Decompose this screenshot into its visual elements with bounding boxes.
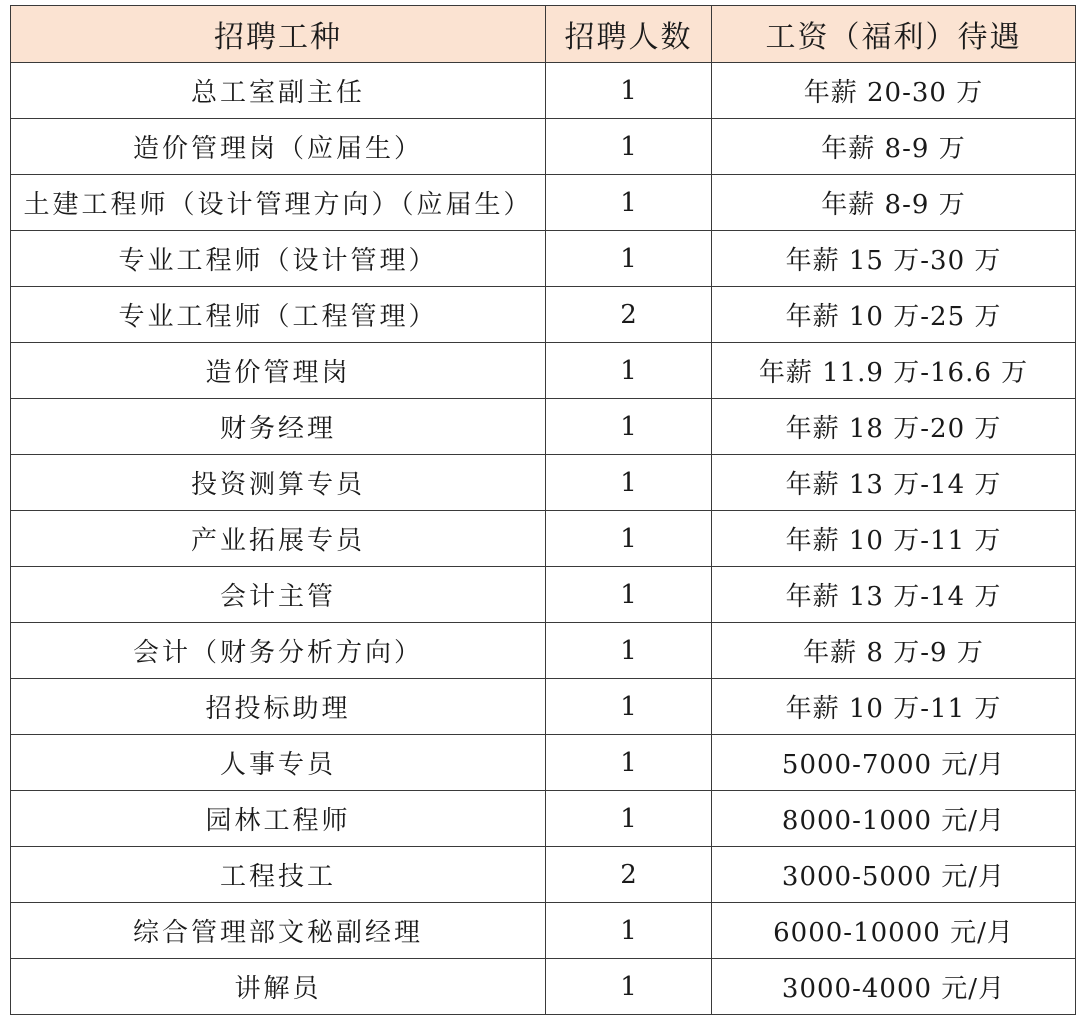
headcount-cell: 1 (546, 175, 712, 231)
salary-cell: 3000-5000 元/月 (712, 847, 1076, 903)
job-title-cell: 专业工程师（工程管理） (11, 287, 546, 343)
job-title-cell: 讲解员 (11, 959, 546, 1015)
job-title-cell: 人事专员 (11, 735, 546, 791)
salary-cell: 8000-1000 元/月 (712, 791, 1076, 847)
header-salary: 工资（福利）待遇 (712, 6, 1076, 63)
header-headcount: 招聘人数 (546, 6, 712, 63)
table-row (11, 735, 1076, 791)
headcount-cell: 1 (546, 231, 712, 287)
salary-cell: 5000-7000 元/月 (712, 735, 1076, 791)
headcount-cell: 1 (546, 791, 712, 847)
salary-cell: 年薪 8-9 万 (712, 119, 1076, 175)
headcount-cell: 1 (546, 63, 712, 119)
job-title-cell: 总工室副主任 (11, 63, 546, 119)
table-row (11, 903, 1076, 959)
job-title-cell: 造价管理岗 (11, 343, 546, 399)
headcount-cell: 1 (546, 959, 712, 1015)
salary-cell: 年薪 13 万-14 万 (712, 455, 1076, 511)
salary-cell: 年薪 18 万-20 万 (712, 399, 1076, 455)
headcount-cell: 1 (546, 343, 712, 399)
table-row (11, 231, 1076, 287)
table-row (11, 679, 1076, 735)
salary-cell: 年薪 15 万-30 万 (712, 231, 1076, 287)
job-title-cell: 投资测算专员 (11, 455, 546, 511)
table-row (11, 287, 1076, 343)
salary-cell: 年薪 8 万-9 万 (712, 623, 1076, 679)
table-row (11, 175, 1076, 231)
job-title-cell: 招投标助理 (11, 679, 546, 735)
headcount-cell: 1 (546, 903, 712, 959)
headcount-cell: 1 (546, 511, 712, 567)
job-title-cell: 工程技工 (11, 847, 546, 903)
job-title-cell: 造价管理岗（应届生） (11, 119, 546, 175)
table-row (11, 623, 1076, 679)
job-title-cell: 专业工程师（设计管理） (11, 231, 546, 287)
headcount-cell: 1 (546, 679, 712, 735)
headcount-cell: 1 (546, 735, 712, 791)
salary-cell: 年薪 11.9 万-16.6 万 (712, 343, 1076, 399)
job-title-cell: 会计主管 (11, 567, 546, 623)
table-row (11, 567, 1076, 623)
headcount-cell: 1 (546, 623, 712, 679)
table-row (11, 847, 1076, 903)
job-title-cell: 园林工程师 (11, 791, 546, 847)
job-title-cell: 财务经理 (11, 399, 546, 455)
salary-cell: 年薪 10 万-11 万 (712, 679, 1076, 735)
job-title-cell: 综合管理部文秘副经理 (11, 903, 546, 959)
salary-cell: 3000-4000 元/月 (712, 959, 1076, 1015)
headcount-cell: 1 (546, 567, 712, 623)
table-row (11, 455, 1076, 511)
salary-cell: 6000-10000 元/月 (712, 903, 1076, 959)
table-row (11, 119, 1076, 175)
table-row (11, 511, 1076, 567)
header-row (11, 6, 1076, 63)
header-job-title: 招聘工种 (11, 6, 546, 63)
job-title-cell: 产业拓展专员 (11, 511, 546, 567)
headcount-cell: 2 (546, 287, 712, 343)
salary-cell: 年薪 10 万-11 万 (712, 511, 1076, 567)
salary-cell: 年薪 20-30 万 (712, 63, 1076, 119)
table-row (11, 399, 1076, 455)
table-body (11, 63, 1076, 1015)
job-title-cell: 会计（财务分析方向） (11, 623, 546, 679)
salary-cell: 年薪 13 万-14 万 (712, 567, 1076, 623)
table-row (11, 959, 1076, 1015)
headcount-cell: 1 (546, 399, 712, 455)
table-header (11, 6, 1076, 63)
table-row (11, 63, 1076, 119)
table-row (11, 343, 1076, 399)
headcount-cell: 1 (546, 455, 712, 511)
job-title-cell: 土建工程师（设计管理方向）（应届生） (11, 175, 546, 231)
table-row (11, 791, 1076, 847)
headcount-cell: 1 (546, 119, 712, 175)
recruitment-table (10, 5, 1076, 1015)
headcount-cell: 2 (546, 847, 712, 903)
salary-cell: 年薪 10 万-25 万 (712, 287, 1076, 343)
salary-cell: 年薪 8-9 万 (712, 175, 1076, 231)
